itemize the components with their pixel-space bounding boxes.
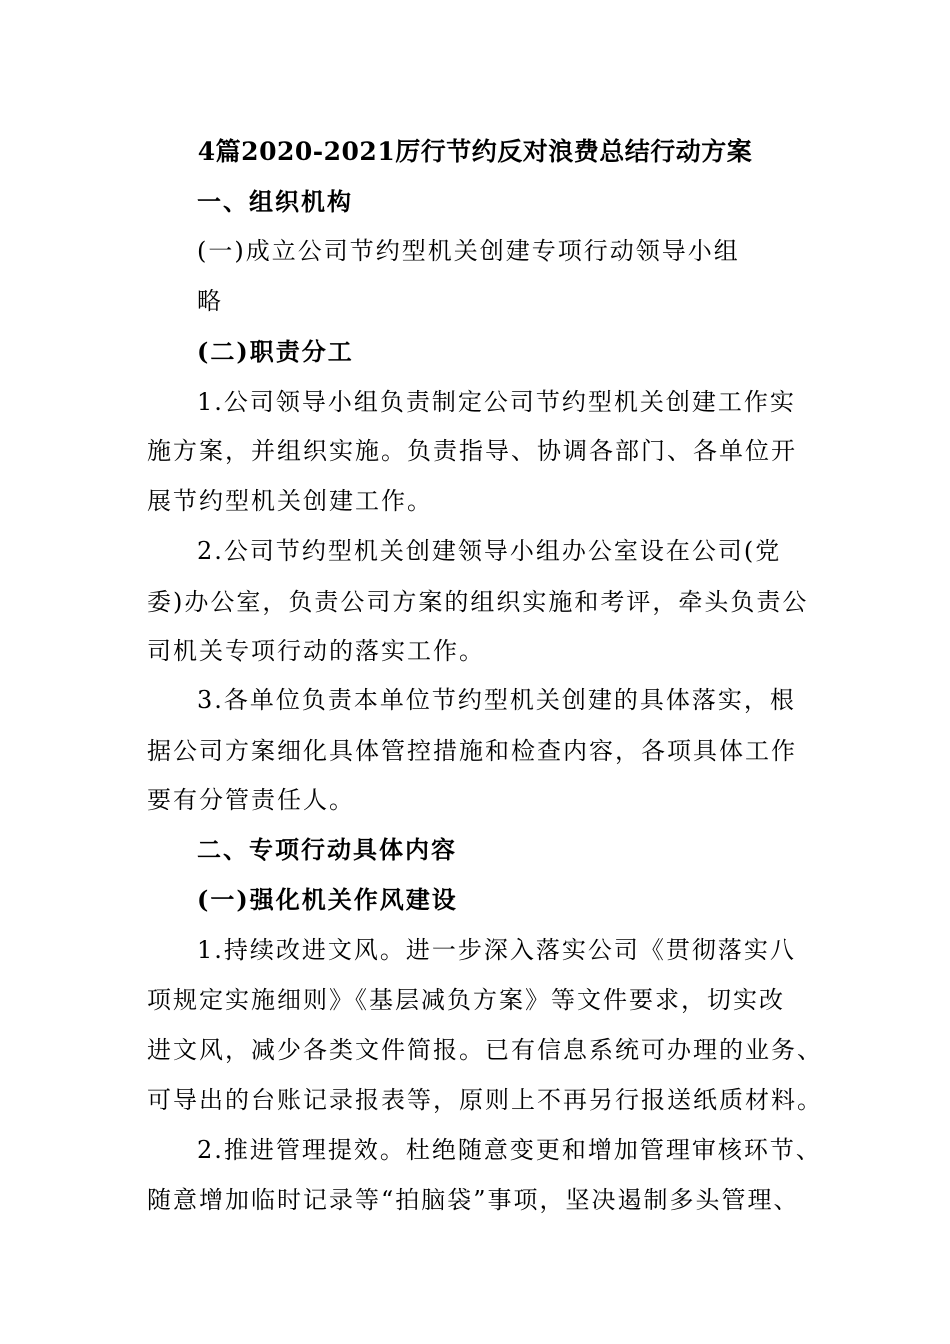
document-title: 4篇2020-2021厉行节约反对浪费总结行动方案 — [197, 137, 753, 166]
section-heading-actions: 二、专项行动具体内容 — [197, 835, 457, 864]
paragraph-line: 随意增加临时记录等“拍脑袋”事项，坚决遏制多头管理、 — [147, 1186, 800, 1214]
paragraph-line: 可导出的台账记录报表等，原则上不再另行报送纸质材料。 — [147, 1086, 823, 1114]
paragraph-line: 要有分管责任人。 — [147, 786, 355, 814]
paragraph-line: 进文风，减少各类文件简报。已有信息系统可办理的业务、 — [147, 1036, 823, 1064]
section-heading-organization: 一、组织机构 — [197, 187, 353, 216]
paragraph-line: 2.公司节约型机关创建领导小组办公室设在公司(党 — [197, 537, 782, 565]
subsection-heading-duties: (二)职责分工 — [197, 337, 354, 366]
paragraph-line: 3.各单位负责本单位节约型机关创建的具体落实，根 — [197, 686, 796, 714]
subsection-heading-leading-group: (一)成立公司节约型机关创建专项行动领导小组 — [197, 237, 740, 265]
paragraph-line: 司机关专项行动的落实工作。 — [147, 637, 485, 665]
paragraph-line: 展节约型机关创建工作。 — [147, 487, 433, 515]
subsection-heading-work-style: (一)强化机关作风建设 — [197, 885, 458, 914]
paragraph-line: 委)办公室，负责公司方案的组织实施和考评，牵头负责公 — [147, 588, 809, 616]
paragraph-line: 据公司方案细化具体管控措施和检查内容，各项具体工作 — [147, 737, 797, 765]
paragraph-line: 项规定实施细则》《基层减负方案》等文件要求，切实改 — [147, 986, 785, 1014]
paragraph-line: 1.持续改进文风。进一步深入落实公司《贯彻落实八 — [197, 936, 796, 964]
paragraph-line: 1.公司领导小组负责制定公司节约型机关创建工作实 — [197, 388, 796, 416]
paragraph-line: 2.推进管理提效。杜绝随意变更和增加管理审核环节、 — [197, 1136, 822, 1164]
paragraph-line: 略 — [197, 287, 223, 315]
paragraph-line: 施方案，并组织实施。负责指导、协调各部门、各单位开 — [147, 437, 797, 465]
